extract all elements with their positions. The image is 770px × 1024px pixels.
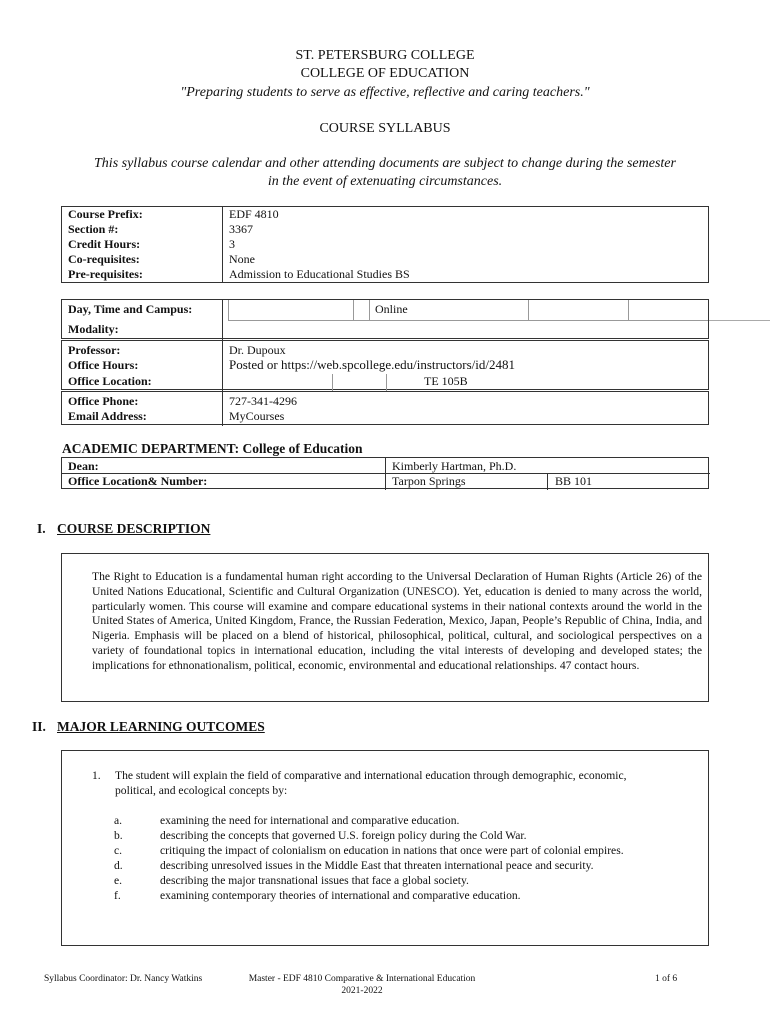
campus-value: Online xyxy=(375,302,408,316)
outcome-item-letter: f. xyxy=(114,889,121,902)
outcome-number: 1. xyxy=(92,769,101,782)
course-description-box xyxy=(61,553,709,702)
outcome-item-text: examining the need for international and comparative education. xyxy=(160,814,460,827)
footer-page-number: 1 of 6 xyxy=(655,974,678,984)
section-value: 3367 xyxy=(223,222,709,237)
coreq-value: None xyxy=(223,252,709,267)
course-info-table xyxy=(61,206,709,283)
outcome-item-text: describing unresolved issues in the Middle East that threaten international peace and security. xyxy=(160,859,594,872)
outcome-item-letter: b. xyxy=(114,829,123,842)
prefix-value: EDF 4810 xyxy=(223,207,709,223)
notice-line-2: in the event of extenuating circumstances. xyxy=(267,174,503,189)
outcome-item-letter: c. xyxy=(114,844,123,857)
footer-master-line-2: 2021-2022 xyxy=(341,986,383,996)
dean-label: Dean: xyxy=(68,459,99,473)
day-time-label: Day, Time and Campus: xyxy=(68,302,193,316)
office-location-value: TE 105B xyxy=(424,374,468,388)
section-2-numeral: II. xyxy=(32,719,46,734)
outcome-line-2: political, and ecological concepts by: xyxy=(115,784,288,797)
divider xyxy=(385,458,386,490)
coreq-label: Co-requisites: xyxy=(62,252,223,267)
professor-label: Professor: xyxy=(68,343,121,357)
outcome-item-text: describing the concepts that governed U.S. foreign policy during the Cold War. xyxy=(160,829,527,842)
document-title: COURSE SYLLABUS xyxy=(319,121,451,136)
divider xyxy=(332,374,333,391)
divider xyxy=(228,320,708,321)
school-name: COLLEGE OF EDUCATION xyxy=(300,66,470,81)
outcome-item-letter: e. xyxy=(114,874,123,887)
prereq-value: Admission to Educational Studies BS xyxy=(223,267,709,283)
dept-office-label: Office Location& Number: xyxy=(68,474,208,488)
divider xyxy=(528,300,529,320)
divider xyxy=(386,374,387,391)
office-hours-value: Posted or https://web.spcollege.edu/instructors/id/2481 xyxy=(229,357,515,372)
modality-label: Modality: xyxy=(68,322,119,336)
section-2-title xyxy=(57,719,265,735)
office-location-label: Office Location: xyxy=(68,374,152,388)
footer-master-line-1: Master - EDF 4810 Comparative & International Education xyxy=(248,974,476,984)
section-label: Section #: xyxy=(62,222,223,237)
motto: "Preparing students to serve as effective, reflective and caring teachers." xyxy=(180,85,590,100)
schedule-box xyxy=(61,299,709,339)
outcome-line-1: The student will explain the field of comparative and international education through demographic, economic, xyxy=(115,769,627,782)
divider xyxy=(62,473,710,474)
section-1-numeral: I. xyxy=(37,521,46,536)
footer-coordinator: Syllabus Coordinator: Dr. Nancy Watkins xyxy=(44,974,203,984)
outcome-item-text: examining contemporary theories of international and comparative education. xyxy=(160,889,521,902)
college-name: ST. PETERSBURG COLLEGE xyxy=(295,48,475,63)
section-1-title-text: COURSE DESCRIPTION xyxy=(57,521,211,536)
divider xyxy=(222,392,223,426)
divider xyxy=(228,300,229,320)
dean-value: Kimberly Hartman, Ph.D. xyxy=(392,459,517,473)
divider xyxy=(222,341,223,391)
email-value: MyCourses xyxy=(229,409,285,423)
credit-label: Credit Hours: xyxy=(62,237,223,252)
notice-line-1: This syllabus course calendar and other attending documents are subject to change during the semester xyxy=(94,156,676,171)
dept-campus-value: Tarpon Springs xyxy=(392,474,466,488)
phone-value: 727-341-4296 xyxy=(229,394,297,408)
divider xyxy=(628,300,629,320)
office-hours-label: Office Hours: xyxy=(68,358,139,372)
outcome-item-letter: a. xyxy=(114,814,123,827)
department-box xyxy=(61,457,709,489)
divider xyxy=(709,320,770,321)
outcome-item-letter: d. xyxy=(114,859,123,872)
professor-box xyxy=(61,340,709,390)
contact-box xyxy=(61,391,709,425)
dept-room-value: BB 101 xyxy=(555,474,593,488)
divider xyxy=(353,300,354,320)
course-description-text: The Right to Education is a fundamental human right according to the Universal Declaration of Human Rights (Article 26) of the United Nations Educational, Scientific and Cultural Organization (UNESCO). Yet, education is denied to many across the world, particularly women. This course will examine and compare educational systems in their national contexts around the world in the United States of America, United Kingdom, France, the Russian Federation, Mexico, Japan, People’s Republic of China, India, and Nigeria. Emphasis will be placed on a blend of historical, philosophical, political, cultural, and sociological perspectives on a variety of foundational topics in international education, including the vital interests of developing and developed states; the implications for ethnonationalism, political, economic, environmental and educational relationships. 47 contact hours. xyxy=(92,570,702,672)
department-heading: ACADEMIC DEPARTMENT: College of Education xyxy=(62,441,363,456)
phone-label: Office Phone: xyxy=(68,394,139,408)
divider xyxy=(369,300,370,320)
outcome-item-text: describing the major transnational issues that face a global society. xyxy=(160,874,469,887)
divider xyxy=(547,473,548,490)
divider xyxy=(222,300,223,340)
email-label: Email Address: xyxy=(68,409,147,423)
prereq-label: Pre-requisites: xyxy=(62,267,223,283)
section-2-title-text: MAJOR LEARNING OUTCOMES xyxy=(57,719,265,734)
learning-outcomes-box xyxy=(61,750,709,946)
section-1-title xyxy=(57,521,210,537)
professor-value: Dr. Dupoux xyxy=(229,343,286,357)
credit-value: 3 xyxy=(223,237,709,252)
outcome-item-text: critiquing the impact of colonialism on education in nations that once were part of colonial empires. xyxy=(160,844,624,857)
prefix-label: Course Prefix: xyxy=(62,207,223,223)
